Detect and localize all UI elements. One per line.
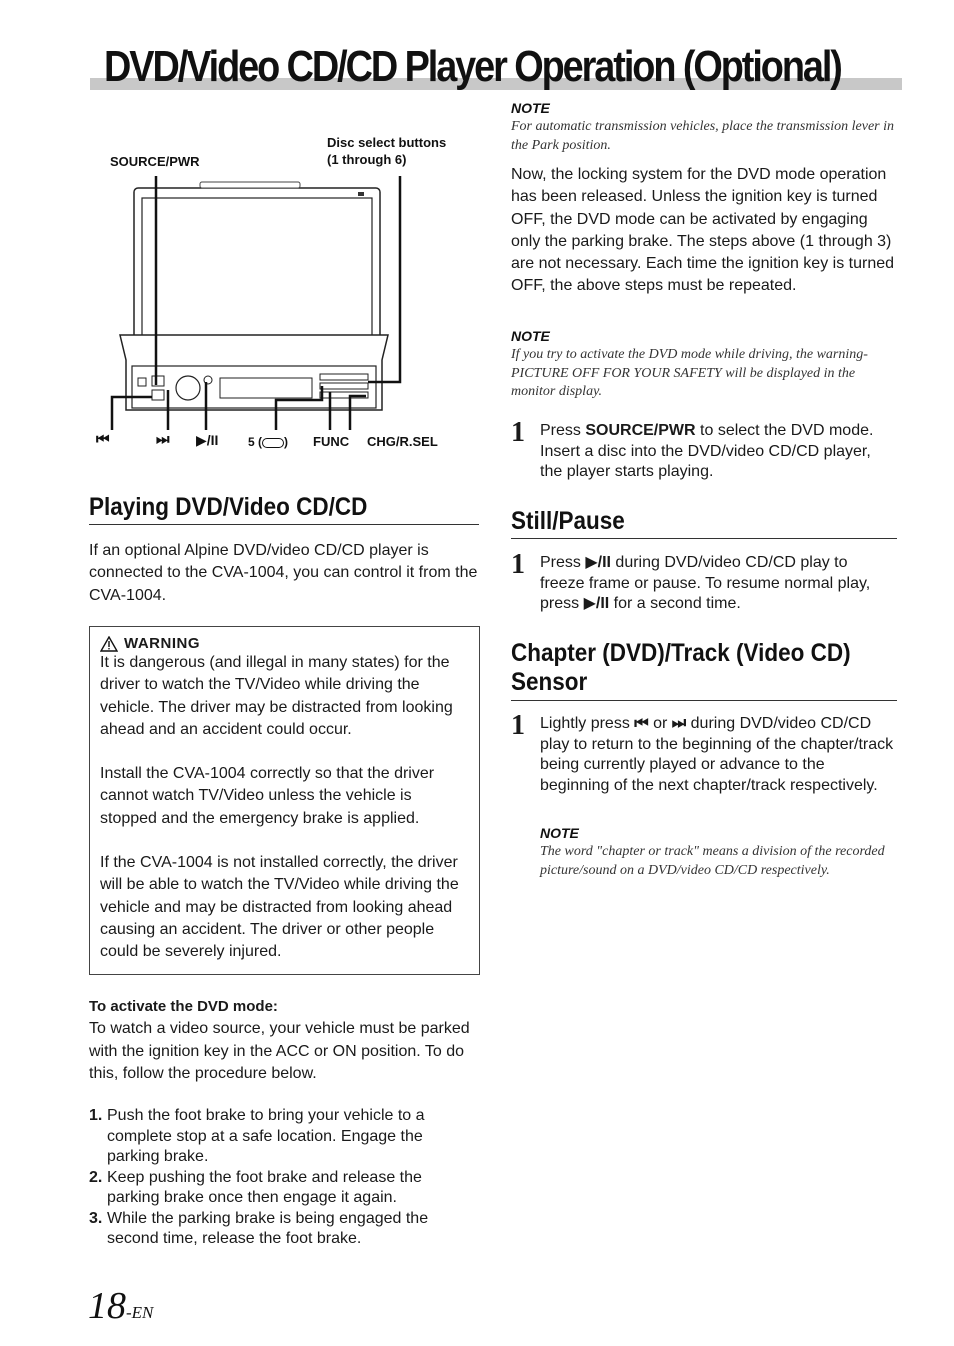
note-3-text: The word "chapter or track" means a division of the recorded picture/sound on a DVD/video CD/CD respectively. [540, 844, 885, 878]
disc-button-row-1 [320, 374, 368, 380]
playing-rule [89, 524, 479, 525]
play-pause-icon: ▶/II [196, 432, 219, 448]
activation-step: 2. Keep pushing the foot brake and release the parking brake once then engage it again. [89, 1168, 422, 1206]
activate-section [89, 996, 479, 1085]
chapter-heading: Chapter (DVD)/Track (Video CD) Sensor [511, 639, 851, 696]
activation-step: 1. Push the foot brake to bring your vehicle to a complete stop at a safe location. Engage the parking brake. [89, 1107, 425, 1165]
press-source-step: 1 Press SOURCE/PWR to select the DVD mode. Insert a disc into the DVD/video CD/CD player, the player starts playing. [511, 421, 895, 483]
lcd-display [220, 378, 312, 398]
disc-button-row-2 [320, 383, 368, 389]
warning-paragraph-1: It is dangerous (and illegal in many states) for the driver to watch the TV/Video while driving the vehicle. The driver may be distracted from looking ahead and an accident could occur. [100, 654, 453, 738]
next-button-shape [152, 390, 164, 400]
activation-steps [89, 1106, 449, 1250]
note-3-label: NOTE [540, 825, 579, 841]
func-label: FUNC [313, 434, 350, 449]
note-1-text: For automatic transmission vehicles, place the transmission lever in the Park position. [511, 119, 895, 153]
warning-triangle-icon [100, 636, 118, 652]
note-1-label: NOTE [511, 100, 550, 116]
next-track-icon: ⏭ [671, 715, 687, 732]
still-pause-rule [511, 538, 897, 539]
playing-intro: If an optional Alpine DVD/video CD/CD player is connected to the CVA-1004, you can control it from the CVA-1004. [89, 542, 478, 604]
page-title: DVD/Video CD/CD Player Operation (Optional) [104, 42, 841, 91]
note-2-text: If you try to activate the DVD mode while driving, the warning-PICTURE OFF FOR YOUR SAFETY will be displayed in the monitor display. [511, 347, 868, 399]
source-pwr-label: SOURCE/PWR [110, 154, 200, 169]
note-2-label: NOTE [511, 328, 550, 344]
activate-heading: To activate the DVD mode: [89, 998, 278, 1015]
chg-rsel-label: CHG/R.SEL [367, 434, 438, 449]
playing-heading: Playing DVD/Video CD/CD [89, 493, 368, 521]
warning-paragraph-2: Install the CVA-1004 correctly so that the driver cannot watch TV/Video unless the vehicle is stopped and the emergency brake is applied. [100, 765, 435, 827]
activate-text: To watch a video source, your vehicle must be parked with the ignition key in the ACC or ON position. To do this, follow the procedure below. [89, 1020, 470, 1082]
warning-paragraph-3: If the CVA-1004 is not installed correctly, the driver will be able to watch the TV/Video while driving the vehicle and may be distracted from looking ahead causing an accident. The driver or other people could be severely injured. [100, 854, 459, 961]
warning-box [89, 626, 480, 975]
page-number: 18-EN [88, 1285, 154, 1327]
monitor-top-edge [200, 182, 300, 188]
head-unit-illustration [90, 170, 470, 430]
play-pause-icon: ▶/II [585, 554, 611, 571]
five-repeat-label: 5 ( ) [248, 435, 289, 449]
warning-title: WARNING [100, 635, 469, 652]
step-number: 1 [511, 549, 525, 580]
lock-text: Now, the locking system for the DVD mode operation has been released. Unless the ignition key is turned OFF, the DVD mode can be activated by engaging only the parking brake. The steps above (1 through 3) are not necessary. Each time the ignition key is turned OFF, the above steps must be repeated. [511, 166, 895, 295]
play-pause-icon: ▶/II [583, 595, 610, 612]
chapter-rule [511, 700, 897, 701]
still-pause-step: 1 Press ▶/II during DVD/video CD/CD play to freeze frame or pause. To resume normal play, press ▶/II for a second time. [511, 553, 895, 615]
prev-button-shape [152, 376, 164, 386]
monitor-screen [142, 198, 372, 338]
prev-track-icon: ⏮ [634, 715, 649, 732]
next-track-icon: ⏭ [156, 431, 170, 448]
chapter-step: 1 Lightly press ⏮ or ⏭ during DVD/video CD/CD play to return to the beginning of the chapter/track being currently played or advance to the beginning of the next chapter/track respectively. [511, 714, 895, 796]
prev-track-icon: ⏮ [96, 431, 110, 448]
step-number: 1 [511, 417, 525, 448]
still-pause-heading: Still/Pause [511, 507, 625, 535]
disc-select-label: Disc select buttons (1 through 6) [327, 135, 447, 167]
activation-step: 3. While the parking brake is being engaged the second time, release the foot brake. [89, 1209, 429, 1247]
eject-button [138, 378, 146, 386]
monitor-indicator [358, 192, 364, 196]
step-number: 1 [511, 710, 525, 741]
volume-knob [176, 376, 200, 400]
source-pwr-button-ref: SOURCE/PWR [585, 422, 696, 439]
repeat-icon [262, 438, 284, 448]
